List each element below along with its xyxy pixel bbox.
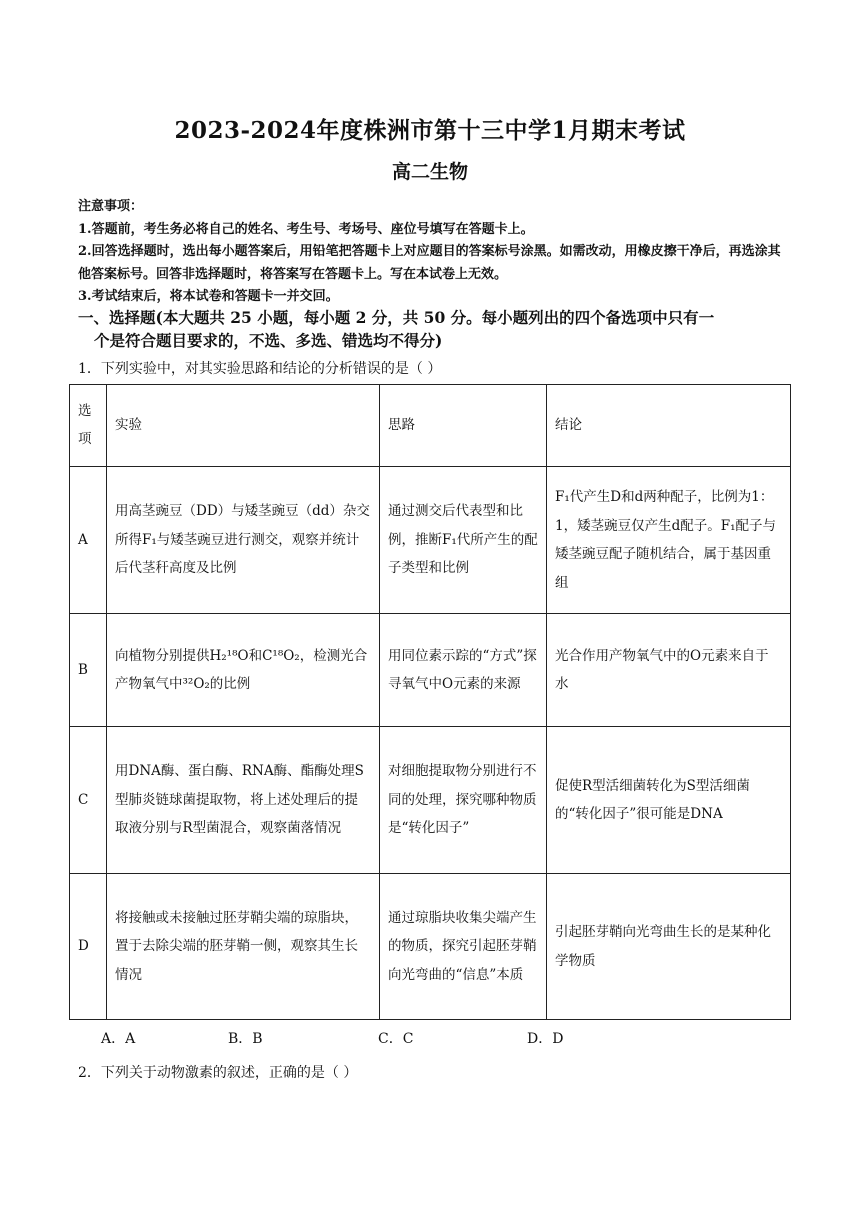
header-option: 选项 — [70, 385, 107, 467]
row-idea: 用同位素示踪的“方式”探寻氧气中O元素的来源 — [380, 614, 547, 727]
row-experiment: 用高茎豌豆（DD）与矮茎豌豆（dd）杂交所得F₁与矮茎豌豆进行测交，观察并统计后代茎秆高度及比例 — [107, 467, 380, 614]
row-conclusion: 促使R型活细菌转化为S型活细菌的“转化因子”很可能是DNA — [547, 727, 791, 874]
choice-a[interactable]: A．A — [101, 1031, 136, 1047]
row-idea: 对细胞提取物分别进行不同的处理，探究哪种物质是“转化因子” — [380, 727, 547, 874]
row-experiment: 用DNA酶、蛋白酶、RNA酶、酯酶处理S型肺炎链球菌提取物，将上述处理后的提取液分别与R型菌混合，观察菌落情况 — [107, 727, 380, 874]
table-header-row — [70, 385, 791, 467]
notes-block — [78, 196, 790, 309]
header-conclusion: 结论 — [547, 385, 791, 467]
section-heading-line1: 一、选择题(本大题共 25 小题，每小题 2 分，共 50 分。每小题列出的四个备选项中只有一 — [78, 308, 715, 327]
notes-item: 1.答题前，考生务必将自己的姓名、考生号、考场号、座位号填写在答题卡上。 — [78, 221, 534, 237]
row-experiment: 将接触或未接触过胚芽鞘尖端的琼脂块，置于去除尖端的胚芽鞘一侧，观察其生长情况 — [107, 874, 380, 1020]
choice-d[interactable]: D．D — [527, 1031, 564, 1047]
header-experiment: 实验 — [107, 385, 380, 467]
section-heading-line2: 个是符合题目要求的，不选、多选、错选均不得分) — [94, 331, 443, 350]
table-row — [70, 727, 791, 874]
row-idea: 通过测交后代表型和比例，推断F₁代所产生的配子类型和比例 — [380, 467, 547, 614]
exam-title: 2023-2024年度株洲市第十三中学1月期末考试 — [174, 117, 686, 144]
row-conclusion: 引起胚芽鞘向光弯曲生长的是某种化学物质 — [547, 874, 791, 1020]
header-idea: 思路 — [380, 385, 547, 467]
row-experiment: 向植物分别提供H₂¹⁸O和C¹⁸O₂，检测光合产物氧气中³²O₂的比例 — [107, 614, 380, 727]
row-option: A — [70, 467, 107, 614]
exam-subject: 高二生物 — [391, 161, 468, 183]
table-row — [70, 467, 791, 614]
notes-heading: 注意事项： — [78, 199, 144, 214]
choice-b[interactable]: B．B — [228, 1031, 263, 1047]
notes-item: 2.回答选择题时，选出每小题答案后，用铅笔把答题卡上对应题目的答案标号涂黑。如需改动，用橡皮擦干净后，再选涂其他答案标号。回答非选择题时，将答案写在答题卡上。写在本试卷上无效。 — [78, 244, 781, 282]
notes-item: 3.考试结束后，将本试卷和答题卡一并交回。 — [78, 289, 339, 304]
section-heading — [78, 306, 790, 352]
row-conclusion: F₁代产生D和d两种配子，比例为1：1，矮茎豌豆仅产生d配子。F₁配子与矮茎豌豆配子随机结合，属于基因重组 — [547, 467, 791, 614]
choice-c[interactable]: C．C — [378, 1031, 414, 1047]
question-2-stem: 2．下列关于动物激素的叙述，正确的是（ ） — [78, 1065, 358, 1081]
row-option: C — [70, 727, 107, 874]
question-1-stem: 1．下列实验中，对其实验思路和结论的分析错误的是（ ） — [78, 361, 442, 377]
row-idea: 通过琼脂块收集尖端产生的物质，探究引起胚芽鞘向光弯曲的“信息”本质 — [380, 874, 547, 1020]
row-conclusion: 光合作用产物氧气中的O元素来自于水 — [547, 614, 791, 727]
table-row — [70, 874, 791, 1020]
table-row — [70, 614, 791, 727]
row-option: D — [70, 874, 107, 1020]
row-option: B — [70, 614, 107, 727]
experiment-table — [69, 384, 791, 1020]
